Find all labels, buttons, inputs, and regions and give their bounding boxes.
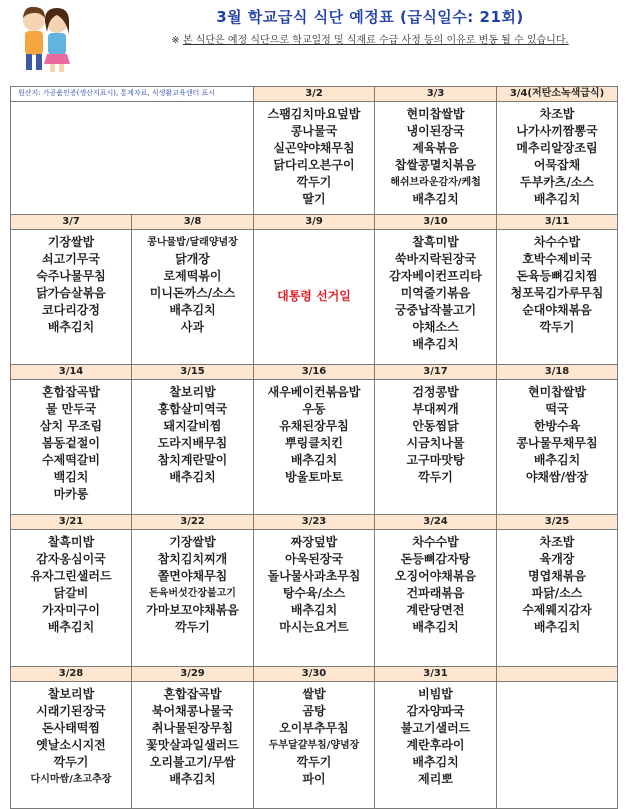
menu-item: 삼치 무조림 <box>39 419 103 433</box>
menu-item: 순대야채볶음 <box>522 303 592 317</box>
day-date: 3/28 <box>11 667 131 682</box>
menu-item: 돼지갈비찜 <box>163 419 222 433</box>
menu-item: 새우베이컨볶음밥 <box>267 385 361 399</box>
menu-item: 청포묵김가루무침 <box>510 286 604 300</box>
menu-item: 시금치나물 <box>406 436 465 450</box>
menu-item: 딸기 <box>302 192 326 206</box>
day-date: 3/17 <box>375 365 496 380</box>
menu-item: 나가사끼짬뽕국 <box>516 124 598 138</box>
menu-item: 배추김치 <box>169 303 216 317</box>
menu-item: 야채소스 <box>412 320 459 334</box>
menu-item: 감자옹심이국 <box>36 552 106 566</box>
menu-item: 찹쌀콩멸치볶음 <box>394 158 477 172</box>
day-cell <box>253 364 375 515</box>
day-menu <box>497 682 617 686</box>
day-date: 3/4(저탄소녹색급식) <box>497 87 617 102</box>
day-date: 3/22 <box>132 515 253 530</box>
day-date: 3/31 <box>375 667 496 682</box>
menu-item: 미역줄기볶음 <box>400 286 471 300</box>
menu-item: 건파래볶음 <box>406 586 465 600</box>
menu-item: 쑥바지락된장국 <box>394 252 477 266</box>
week-row <box>10 86 617 214</box>
menu-item: 깍두기 <box>539 320 575 334</box>
day-cell <box>131 214 254 365</box>
menu-item: 배추김치 <box>533 620 581 634</box>
menu-item: 냉이된장국 <box>406 124 465 138</box>
day-cell <box>374 86 497 215</box>
day-date: 3/29 <box>132 667 253 682</box>
day-date: 3/25 <box>497 515 617 530</box>
day-date <box>497 667 617 682</box>
day-cell <box>496 364 618 515</box>
day-menu <box>254 380 374 486</box>
menu-item: 야채쌈/쌈장 <box>525 470 589 484</box>
menu-item: 깍두기 <box>418 470 453 484</box>
menu-item: 배추김치 <box>290 603 338 617</box>
menu-item: 혼합잡곡밥 <box>42 385 100 399</box>
menu-item: 배추김치 <box>47 320 95 334</box>
menu-item: 유채된장무침 <box>279 419 349 433</box>
menu-item: 마카롱 <box>53 487 89 501</box>
menu-item: 돈육버섯간장불고기 <box>149 588 236 599</box>
day-menu <box>254 682 374 788</box>
menu-item: 감자베이컨프리타 <box>389 269 482 283</box>
menu-item: 찰보리밥 <box>169 385 216 399</box>
menu-item: 오이부추무침 <box>279 721 349 735</box>
day-date: 3/9 <box>254 215 374 230</box>
day-menu <box>11 530 131 636</box>
page-title: 3월 학교급식 식단 예정표 (급식일수: 21회) <box>216 8 524 26</box>
menu-item: 우동 <box>302 402 326 416</box>
menu-item: 닭가슴살볶음 <box>36 286 106 300</box>
day-date: 3/7 <box>11 215 131 230</box>
day-date: 3/10 <box>375 215 496 230</box>
menu-item: 안동찜닭 <box>412 419 459 433</box>
menu-item: 미니돈까스/소스 <box>149 286 236 300</box>
day-cell <box>374 364 497 515</box>
day-menu <box>132 380 253 486</box>
menu-item: 닭개장 <box>175 252 210 266</box>
day-date: 3/21 <box>11 515 131 530</box>
day-cell <box>131 364 254 515</box>
menu-item: 현미찹쌀밥 <box>528 385 586 399</box>
week-row <box>10 666 617 808</box>
menu-item: 코다리강정 <box>42 303 100 317</box>
day-date: 3/14 <box>11 365 131 380</box>
menu-item: 깍두기 <box>53 755 89 769</box>
day-cell <box>253 514 375 667</box>
notice-text <box>120 31 620 46</box>
day-menu <box>375 230 496 353</box>
day-date: 3/2 <box>254 87 374 102</box>
menu-item: 배추김치 <box>169 772 216 786</box>
day-cell <box>10 514 132 667</box>
menu-item: 다시마쌈/초고추장 <box>30 774 112 785</box>
menu-item: 오징어야채볶음 <box>394 569 477 583</box>
day-date: 3/23 <box>254 515 374 530</box>
menu-item: 탕수육/소스 <box>282 586 346 600</box>
menu-item: 배추김치 <box>533 453 581 467</box>
day-menu <box>497 102 617 208</box>
day-date: 3/16 <box>254 365 374 380</box>
menu-item: 차조밥 <box>539 107 575 121</box>
day-menu <box>254 230 374 234</box>
day-menu <box>497 530 617 636</box>
menu-item: 불고기샐러드 <box>400 721 471 735</box>
day-cell <box>253 86 375 215</box>
menu-item: 기장쌀밥 <box>47 235 95 249</box>
menu-item: 계란후라이 <box>406 738 465 752</box>
menu-item: 찰흑미밥 <box>412 235 459 249</box>
week-row <box>10 364 617 514</box>
menu-item: 꽃맛살과일샐러드 <box>146 738 239 752</box>
notice-prefix: ※ <box>171 35 183 46</box>
menu-item: 제육볶음 <box>412 141 459 155</box>
menu-item: 육개장 <box>539 552 575 566</box>
day-menu <box>11 230 131 336</box>
week-row <box>10 514 617 666</box>
day-menu <box>375 102 496 208</box>
day-menu <box>497 230 617 336</box>
menu-item: 마시는요거트 <box>279 620 349 634</box>
menu-item: 실곤약야채무침 <box>273 141 355 155</box>
day-menu <box>254 530 374 636</box>
menu-item: 콩나물무채무침 <box>516 436 598 450</box>
menu-item: 콩나물국 <box>290 124 338 138</box>
day-date: 3/24 <box>375 515 496 530</box>
day-menu <box>11 380 131 503</box>
day-cell <box>10 214 132 365</box>
day-cell <box>10 364 132 515</box>
menu-item: 혼합잡곡밥 <box>163 687 222 701</box>
menu-item: 검정콩밥 <box>412 385 459 399</box>
menu-item: 봄동겉절이 <box>42 436 100 450</box>
menu-item: 호박수제비국 <box>522 252 592 266</box>
menu-item: 돈등뼈감자탕 <box>400 552 471 566</box>
menu-item: 홍합살미역국 <box>157 402 228 416</box>
menu-item: 깍두기 <box>175 620 210 634</box>
school-kids-icon <box>14 2 76 74</box>
menu-item: 가자미구이 <box>42 603 100 617</box>
notice-body: 본 식단은 예정 식단으로 학교일정 및 식재료 수급 사정 등의 이유로 변동 될 수 있습니다. <box>182 35 569 46</box>
menu-item: 두부카츠/소스 <box>520 175 594 189</box>
menu-item: 옛날소시지전 <box>36 738 106 752</box>
menu-item: 북어채콩나물국 <box>151 704 234 718</box>
menu-item: 시래기된장국 <box>36 704 106 718</box>
menu-item: 어묵잡채 <box>533 158 581 172</box>
day-menu <box>375 682 496 788</box>
menu-item: 파닭/소스 <box>531 586 583 600</box>
day-cell <box>496 514 618 667</box>
menu-item: 배추김치 <box>412 620 459 634</box>
menu-item: 찰보리밥 <box>47 687 95 701</box>
menu-item: 아욱된장국 <box>285 552 343 566</box>
menu-item: 떡국 <box>545 402 569 416</box>
menu-item: 차수수밥 <box>533 235 581 249</box>
menu-item: 배추김치 <box>412 192 459 206</box>
holiday-label: 대통령 선거일 <box>277 289 351 303</box>
menu-item: 해쉬브라운감자/케첩 <box>390 177 481 188</box>
menu-item: 수제웨지감자 <box>522 603 592 617</box>
menu-item: 물 만두국 <box>45 402 97 416</box>
day-cell <box>131 514 254 667</box>
menu-item: 가마보꼬야채볶음 <box>146 603 239 617</box>
menu-item: 닭다리오븐구이 <box>273 158 355 172</box>
menu-item: 돈사태떡찜 <box>42 721 100 735</box>
menu-item: 유자그린샐러드 <box>30 569 112 583</box>
day-date: 3/3 <box>375 87 496 102</box>
menu-item: 깍두기 <box>296 755 332 769</box>
day-menu <box>11 102 253 106</box>
day-cell <box>374 214 497 365</box>
day-cell <box>253 666 375 809</box>
origin-legend: 원산지: 가공품인증(생산지표시), 통계자료, 식생활교육센터 표시 <box>18 89 215 97</box>
menu-item: 배추김치 <box>412 337 459 351</box>
menu-item: 수제떡갈비 <box>42 453 100 467</box>
menu-item: 계란당면전 <box>406 603 465 617</box>
menu-item: 두부달걀부침/양념장 <box>268 740 360 751</box>
menu-item: 차수수밥 <box>412 535 459 549</box>
day-menu <box>254 102 374 208</box>
menu-item: 방울토마토 <box>285 470 343 484</box>
menu-item: 로제떡볶이 <box>163 269 222 283</box>
day-date: 3/30 <box>254 667 374 682</box>
day-menu <box>132 682 253 788</box>
day-menu <box>132 230 253 336</box>
menu-item: 돌나물사과초무침 <box>267 569 361 583</box>
menu-item: 도라지배무침 <box>157 436 228 450</box>
header <box>0 0 625 82</box>
menu-item: 파이 <box>302 772 326 786</box>
menu-item: 콩나물밥/달래양념장 <box>147 237 238 248</box>
menu-item: 차조밥 <box>539 535 575 549</box>
menu-item: 찰흑미밥 <box>47 535 95 549</box>
menu-item: 숙주나물무침 <box>36 269 106 283</box>
day-cell <box>253 214 375 365</box>
menu-item: 배추김치 <box>290 453 338 467</box>
day-cell <box>10 86 254 215</box>
menu-grid <box>10 86 617 808</box>
menu-item: 배추김치 <box>533 192 581 206</box>
menu-item: 뿌링클치킨 <box>285 436 343 450</box>
menu-item: 참치김치찌개 <box>157 552 228 566</box>
menu-item: 비빔밥 <box>418 687 453 701</box>
day-cell <box>496 666 618 809</box>
menu-item: 사과 <box>180 320 205 334</box>
menu-item: 백김치 <box>53 470 89 484</box>
menu-item: 오리불고기/무쌈 <box>149 755 236 769</box>
menu-item: 곰탕 <box>302 704 326 718</box>
day-date: 3/18 <box>497 365 617 380</box>
menu-item: 배추김치 <box>47 620 95 634</box>
day-menu <box>375 380 496 486</box>
day-menu <box>375 530 496 636</box>
menu-item: 짜장덮밥 <box>290 535 338 549</box>
day-menu <box>11 682 131 788</box>
menu-item: 참치계란말이 <box>157 453 228 467</box>
day-cell <box>496 214 618 365</box>
day-cell <box>10 666 132 809</box>
menu-item: 명엽채볶음 <box>528 569 586 583</box>
menu-item: 깍두기 <box>296 175 332 189</box>
day-date: 3/11 <box>497 215 617 230</box>
day-date: 3/15 <box>132 365 253 380</box>
menu-item: 돈육등뼈김치찜 <box>516 269 598 283</box>
menu-item: 취나물된장무침 <box>151 721 234 735</box>
menu-item: 쌀밥 <box>302 687 326 701</box>
menu-item: 궁중납작불고기 <box>394 303 477 317</box>
menu-item: 한방수육 <box>533 419 581 433</box>
menu-item: 배추김치 <box>412 755 459 769</box>
menu-item: 쫄면야채무침 <box>157 569 228 583</box>
menu-item: 감자양파국 <box>406 704 465 718</box>
menu-item: 닭갈비 <box>53 586 89 600</box>
menu-item: 쇠고기무국 <box>42 252 100 266</box>
menu-item: 스팸김치마요덮밥 <box>267 107 361 121</box>
week-row <box>10 214 617 364</box>
menu-item: 고구마맛탕 <box>406 453 465 467</box>
day-menu <box>132 530 253 636</box>
menu-item: 부대찌개 <box>412 402 459 416</box>
menu-item: 제리뽀 <box>418 772 453 786</box>
day-cell <box>131 666 254 809</box>
menu-item: 배추김치 <box>169 470 216 484</box>
menu-item: 기장쌀밥 <box>169 535 216 549</box>
day-cell <box>374 666 497 809</box>
day-cell <box>496 86 618 215</box>
menu-item: 메추리알장조림 <box>516 141 598 155</box>
menu-item: 현미찹쌀밥 <box>406 107 465 121</box>
day-cell <box>374 514 497 667</box>
day-date: 3/8 <box>132 215 253 230</box>
day-menu <box>497 380 617 486</box>
